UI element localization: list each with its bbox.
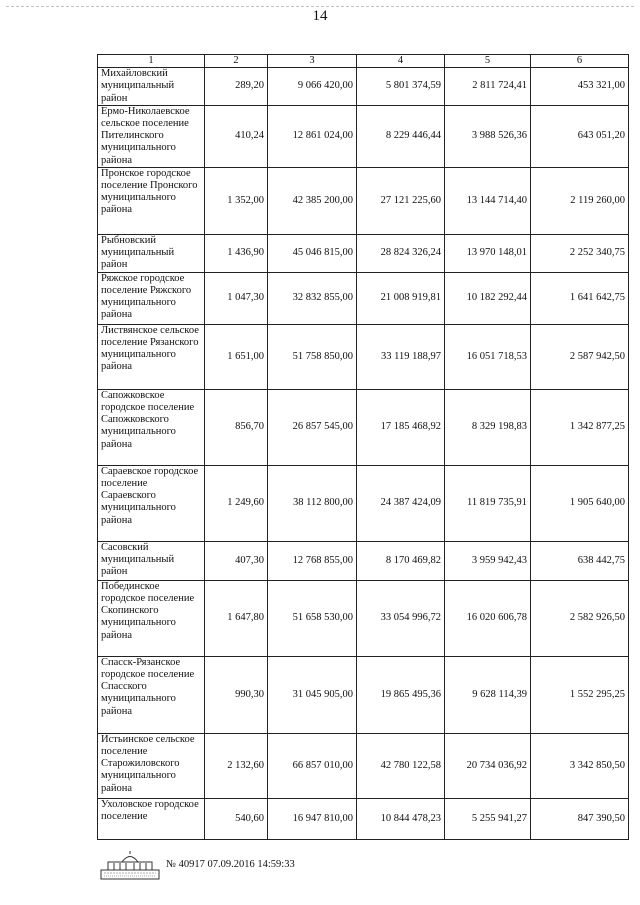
cell-col3: 26 857 545,00 [268, 389, 357, 465]
column-header: 5 [445, 55, 531, 68]
cell-col6: 638 442,75 [531, 541, 629, 580]
table-row [98, 798, 629, 839]
table-row [98, 541, 629, 580]
cell-col2: 407,30 [205, 541, 268, 580]
registration-stamp: № 40917 07.09.2016 14:59:33 [166, 859, 295, 870]
cell-col2: 289,20 [205, 68, 268, 106]
cell-col6: 1 641 642,75 [531, 272, 629, 324]
cell-col2: 1 047,30 [205, 272, 268, 324]
cell-col5: 13 144 714,40 [445, 167, 531, 234]
cell-col2: 1 352,00 [205, 167, 268, 234]
municipality-name: Истьинское сельское поселение Старожиловского муниципального района [98, 733, 205, 798]
cell-col2: 2 132,60 [205, 733, 268, 798]
municipality-name: Сараевское городское поселение Сараевского муниципального района [98, 465, 205, 541]
table-row [98, 324, 629, 389]
cell-col6: 2 252 340,75 [531, 234, 629, 272]
municipality-name: Сасовский муниципальный район [98, 541, 205, 580]
municipality-name: Михайловский муниципальный район [98, 68, 205, 106]
column-header: 2 [205, 55, 268, 68]
cell-col5: 2 811 724,41 [445, 68, 531, 106]
column-header: 4 [357, 55, 445, 68]
cell-col2: 410,24 [205, 105, 268, 167]
cell-col6: 643 051,20 [531, 105, 629, 167]
cell-col5: 3 959 942,43 [445, 541, 531, 580]
cell-col3: 51 658 530,00 [268, 580, 357, 656]
cell-col6: 453 321,00 [531, 68, 629, 106]
page-number: 14 [312, 8, 328, 24]
cell-col4: 42 780 122,58 [357, 733, 445, 798]
cell-col2: 1 651,00 [205, 324, 268, 389]
cell-col6: 2 119 260,00 [531, 167, 629, 234]
cell-col5: 5 255 941,27 [445, 798, 531, 839]
column-header: 6 [531, 55, 629, 68]
table-row [98, 465, 629, 541]
cell-col5: 3 988 526,36 [445, 105, 531, 167]
cell-col4: 33 119 188,97 [357, 324, 445, 389]
cell-col2: 540,60 [205, 798, 268, 839]
cell-col3: 9 066 420,00 [268, 68, 357, 106]
table-row [98, 272, 629, 324]
cell-col4: 24 387 424,09 [357, 465, 445, 541]
table-row [98, 580, 629, 656]
municipality-name: Рыбновский муниципальный район [98, 234, 205, 272]
cell-col4: 5 801 374,59 [357, 68, 445, 106]
cell-col3: 42 385 200,00 [268, 167, 357, 234]
table-header-row [98, 55, 629, 68]
cell-col5: 13 970 148,01 [445, 234, 531, 272]
cell-col5: 9 628 114,39 [445, 656, 531, 733]
table-row [98, 733, 629, 798]
document-footer [100, 850, 400, 880]
cell-col3: 38 112 800,00 [268, 465, 357, 541]
cell-col6: 847 390,50 [531, 798, 629, 839]
cell-col2: 856,70 [205, 389, 268, 465]
cell-col4: 33 054 996,72 [357, 580, 445, 656]
cell-col3: 32 832 855,00 [268, 272, 357, 324]
cell-col5: 16 020 606,78 [445, 580, 531, 656]
municipality-name: Пронское городское поселение Пронского муниципального района [98, 167, 205, 234]
cell-col3: 45 046 815,00 [268, 234, 357, 272]
cell-col2: 1 249,60 [205, 465, 268, 541]
cell-col3: 12 861 024,00 [268, 105, 357, 167]
cell-col6: 1 552 295,25 [531, 656, 629, 733]
cell-col5: 16 051 718,53 [445, 324, 531, 389]
budget-allocation-table [97, 54, 629, 840]
cell-col4: 8 170 469,82 [357, 541, 445, 580]
cell-col3: 31 045 905,00 [268, 656, 357, 733]
cell-col4: 27 121 225,60 [357, 167, 445, 234]
cell-col4: 10 844 478,23 [357, 798, 445, 839]
cell-col2: 990,30 [205, 656, 268, 733]
table-row [98, 389, 629, 465]
table-row [98, 656, 629, 733]
column-header: 1 [98, 55, 205, 68]
municipality-name: Сапожковское городское поселение Сапожковского муниципального района [98, 389, 205, 465]
cell-col6: 2 582 926,50 [531, 580, 629, 656]
column-header: 3 [268, 55, 357, 68]
cell-col4: 21 008 919,81 [357, 272, 445, 324]
municipality-name: Ухоловское городское поселение [98, 798, 205, 839]
cell-col4: 8 229 446,44 [357, 105, 445, 167]
cell-col5: 8 329 198,83 [445, 389, 531, 465]
municipality-name: Побединское городское поселение Скопинского муниципального района [98, 580, 205, 656]
cell-col3: 12 768 855,00 [268, 541, 357, 580]
cell-col6: 1 905 640,00 [531, 465, 629, 541]
table-row [98, 234, 629, 272]
cell-col6: 1 342 877,25 [531, 389, 629, 465]
municipality-name: Листвянское сельское поселение Рязанского муниципального района [98, 324, 205, 389]
cell-col4: 17 185 468,92 [357, 389, 445, 465]
cell-col5: 20 734 036,92 [445, 733, 531, 798]
table-row [98, 68, 629, 106]
cell-col5: 10 182 292,44 [445, 272, 531, 324]
cell-col3: 16 947 810,00 [268, 798, 357, 839]
cell-col2: 1 647,80 [205, 580, 268, 656]
cell-col5: 11 819 735,91 [445, 465, 531, 541]
municipality-name: Ермо-Николаевское сельское поселение Пителинского муниципального района [98, 105, 205, 167]
cell-col3: 51 758 850,00 [268, 324, 357, 389]
government-building-logo [100, 850, 160, 880]
cell-col4: 19 865 495,36 [357, 656, 445, 733]
table-row [98, 167, 629, 234]
table-row [98, 105, 629, 167]
cell-col3: 66 857 010,00 [268, 733, 357, 798]
municipality-name: Спасск-Рязанское городское поселение Спасского муниципального района [98, 656, 205, 733]
cell-col4: 28 824 326,24 [357, 234, 445, 272]
cell-col6: 3 342 850,50 [531, 733, 629, 798]
cell-col2: 1 436,90 [205, 234, 268, 272]
cell-col6: 2 587 942,50 [531, 324, 629, 389]
municipality-name: Ряжское городское поселение Ряжского муниципального района [98, 272, 205, 324]
